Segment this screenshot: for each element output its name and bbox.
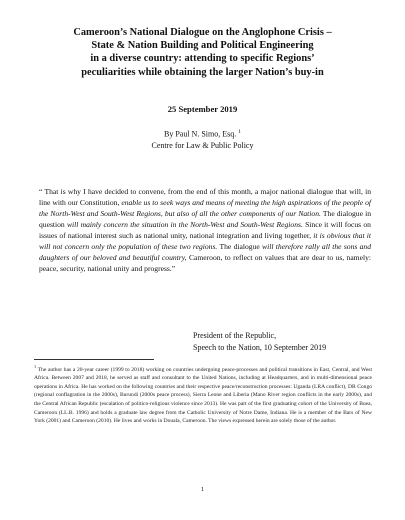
author-block [0, 127, 405, 151]
quote-attribution [193, 330, 383, 353]
document-title [30, 26, 375, 79]
document-date: 25 September 2019 [167, 104, 238, 114]
quote-italic-2: will mainly concern the situation in the North-West and South-West Regions. [66, 220, 303, 229]
attribution-line-1: President of the Republic, [193, 331, 277, 340]
title-line-2: State & Nation Building and Political Engineering [91, 40, 314, 52]
quote-italic-4: will therefore rally all the sons and daughters of our beloved and beautiful country, [39, 242, 372, 262]
quote-text-4: The dialogue [217, 242, 263, 251]
quote-text-2: The dialogue in question [39, 209, 371, 229]
title-line-3: in a diverse country: attending to specific Regions’ [90, 53, 315, 65]
quote-italic-3: it is obvious that it will not concern only the population of these two regions. [39, 231, 371, 251]
quote-text-3: Since it will focus on issues of national interest such as national unity, national integration and living together, [39, 220, 371, 240]
title-line-4: peculiarities while obtaining the larger Nation’s buy-in [81, 66, 324, 78]
quote-text-1: “ That is why I have decided to convene, from the end of this month, a major national dialogue that will, in line with our Constitution, [39, 187, 371, 207]
footnote-marker: 1 [34, 364, 37, 369]
footnote [34, 363, 372, 426]
quote-text-5: Cameroon, to reflect on values that are dear to us, namely: peace, security, national unity and progress.” [39, 253, 371, 273]
presidential-quote [39, 186, 371, 274]
attribution-line-2: Speech to the Nation, 10 September 2019 [193, 342, 327, 352]
title-line-1: Cameroon’s National Dialogue on the Anglophone Crisis – [73, 27, 332, 38]
footnote-text: The author has a 20-year career (1999 to 2018) working on countries undergoing peace-processes and political transitions in East, Central, and West Africa. Between 2007 and 2018, he served as staff and consultant to the United Nations, including at Headquarters, and in multi-dimensional peace operations in Africa. He has worked on the following countries and their respective peace/reconstruction processes: Uganda (LRA conflict), DR Congo (regional conflagration in the 2000s), Burundi (2000s peace process), Sierra Leone and Liberia (Mano River region conflicts in the early 2000s), and the Central African Republic (escalation of politico-religious violence since 2013). He was part of the first graduating cohort of the University of Buea, Cameroon (LL.B. 1996) and holds a graduate law degree from the Catholic University of Notre Dame, Indiana. He is a member of the Bars of New York (2001) and Cameroon (2010). He lives and works in Douala, Cameroon. The views expressed herein are solely those of the author. [34, 366, 372, 425]
author-name: By Paul N. Simo, Esq. [164, 129, 237, 139]
quote-italic-1: enable us to seek ways and means of meeting the high aspirations of the people of the North-West and South-West Regions, but also of all the other components of our Nation. [39, 198, 371, 218]
footnote-reference[interactable]: 1 [238, 129, 241, 135]
page-number: 1 [200, 486, 205, 493]
footnote-divider [34, 359, 154, 360]
author-affiliation: Centre for Law & Public Policy [151, 140, 254, 150]
